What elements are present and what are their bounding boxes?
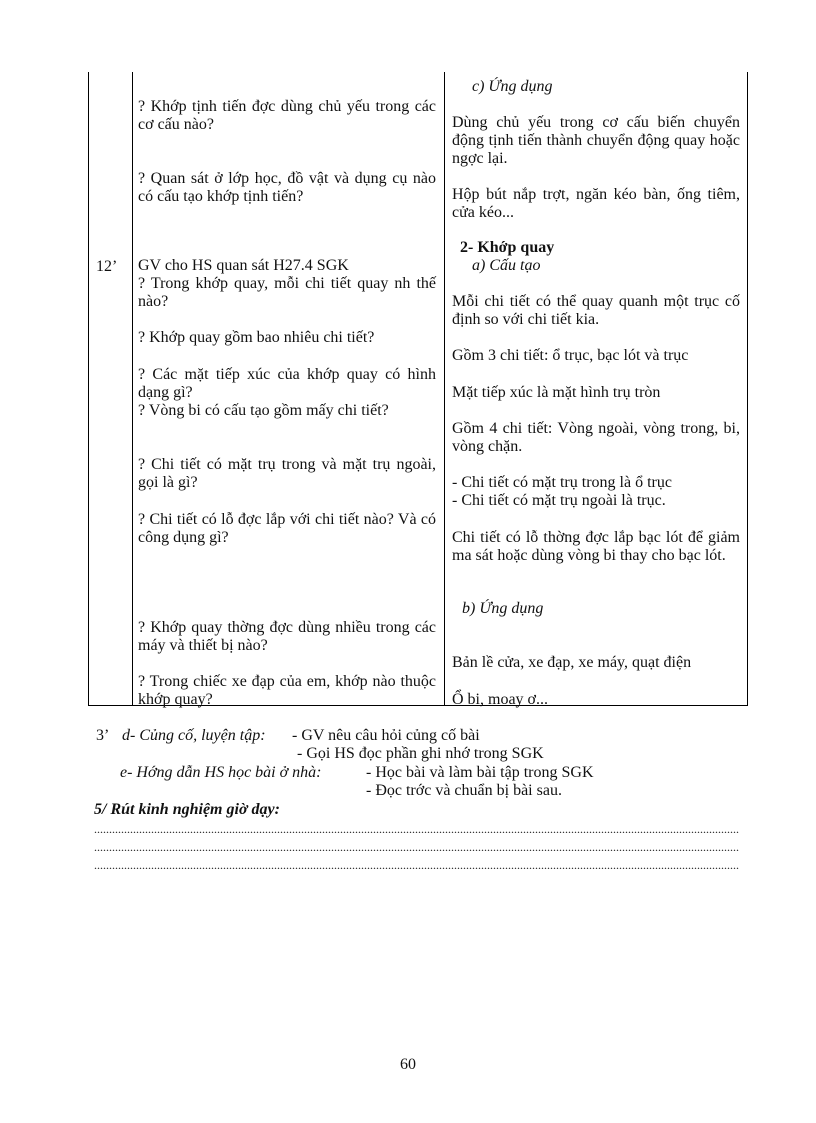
- answer-text: Bản lề cửa, xe đạp, xe máy, quạt điện: [452, 654, 692, 671]
- homework-text: - Học bài và làm bài tập trong SGK: [366, 764, 594, 781]
- question-text: ? Chi tiết có lỗ đợc lắp với chi tiết nào? Và có công dụng gì?: [138, 511, 436, 546]
- answer-text: - Chi tiết có mặt trụ ngoài là trục.: [452, 492, 666, 509]
- question-text: ? Quan sát ở lớp học, đồ vật và dụng cụ nào có cấu tạo khớp tịnh tiến?: [138, 170, 436, 205]
- section-subheading: a) Cấu tạo: [472, 257, 541, 274]
- review-text: - GV nêu câu hỏi củng cố bài: [292, 727, 480, 744]
- dotted-line: .......................................................................................................................................................................................................................: [94, 842, 739, 852]
- page-number: 60: [400, 1056, 416, 1073]
- experience-heading: 5/ Rút kinh nghiệm giờ dạy:: [94, 801, 280, 818]
- question-text: ? Khớp quay thờng đợc dùng nhiều trong các máy và thiết bị nào?: [138, 619, 436, 654]
- table-divider-time: [132, 72, 133, 706]
- section-subheading: b) Ứng dụng: [462, 600, 544, 617]
- answer-text: Chi tiết có lỗ thờng đợc lắp bạc lót để giảm ma sát hoặc dùng vòng bi thay cho bạc lót.: [452, 529, 740, 564]
- table-border-left: [88, 72, 89, 706]
- time-label-3: 3’: [96, 727, 110, 744]
- answer-text: Mặt tiếp xúc là mặt hình trụ tròn: [452, 384, 661, 401]
- instruction-text: GV cho HS quan sát H27.4 SGK: [138, 257, 349, 274]
- answer-text: Gồm 3 chi tiết: ổ trục, bạc lót và trục: [452, 347, 689, 364]
- question-text: ? Các mặt tiếp xúc của khớp quay có hình dạng gì?: [138, 366, 436, 401]
- answer-text: Hộp bút nắp trợt, ngăn kéo bàn, ống tiêm, cửa kéo...: [452, 186, 740, 221]
- question-text: ? Khớp quay gồm bao nhiêu chi tiết?: [138, 329, 375, 346]
- answer-text: Gồm 4 chi tiết: Vòng ngoài, vòng trong, bi, vòng chặn.: [452, 420, 740, 455]
- section-heading: 2- Khớp quay: [460, 239, 555, 256]
- question-text: ? Trong chiếc xe đạp của em, khớp nào thuộc khớp quay?: [138, 673, 436, 708]
- dotted-line: .......................................................................................................................................................................................................................: [94, 824, 739, 834]
- review-label: d- Củng cố, luyện tập:: [122, 727, 266, 744]
- table-divider-middle: [444, 72, 445, 706]
- homework-text: - Đọc trớc và chuẩn bị bài sau.: [366, 782, 562, 799]
- table-border-right: [747, 72, 748, 706]
- question-text: ? Khớp tịnh tiến đợc dùng chủ yếu trong các cơ cấu nào?: [138, 98, 436, 133]
- question-text: ? Vòng bi có cấu tạo gồm mấy chi tiết?: [138, 402, 389, 419]
- review-text: - Gọi HS đọc phần ghi nhớ trong SGK: [297, 745, 544, 762]
- question-text: ? Chi tiết có mặt trụ trong và mặt trụ ngoài, gọi là gì?: [138, 456, 436, 491]
- question-text: ? Trong khớp quay, mỗi chi tiết quay nh thế nào?: [138, 275, 436, 310]
- answer-text: Ổ bi, moay ơ...: [452, 691, 549, 708]
- answer-text: Mỗi chi tiết có thể quay quanh một trục cố định so với chi tiết kia.: [452, 293, 740, 328]
- answer-text: - Chi tiết có mặt trụ trong là ổ trục: [452, 474, 672, 491]
- dotted-line: .......................................................................................................................................................................................................................: [94, 860, 739, 870]
- time-label: 12’: [96, 258, 118, 275]
- homework-label: e- Hớng dẫn HS học bài ở nhà:: [120, 764, 322, 781]
- answer-text: Dùng chủ yếu trong cơ cấu biến chuyển động tịnh tiến thành chuyển động quay hoặc ngợc lại.: [452, 114, 740, 167]
- section-subheading: c) Ứng dụng: [472, 78, 553, 95]
